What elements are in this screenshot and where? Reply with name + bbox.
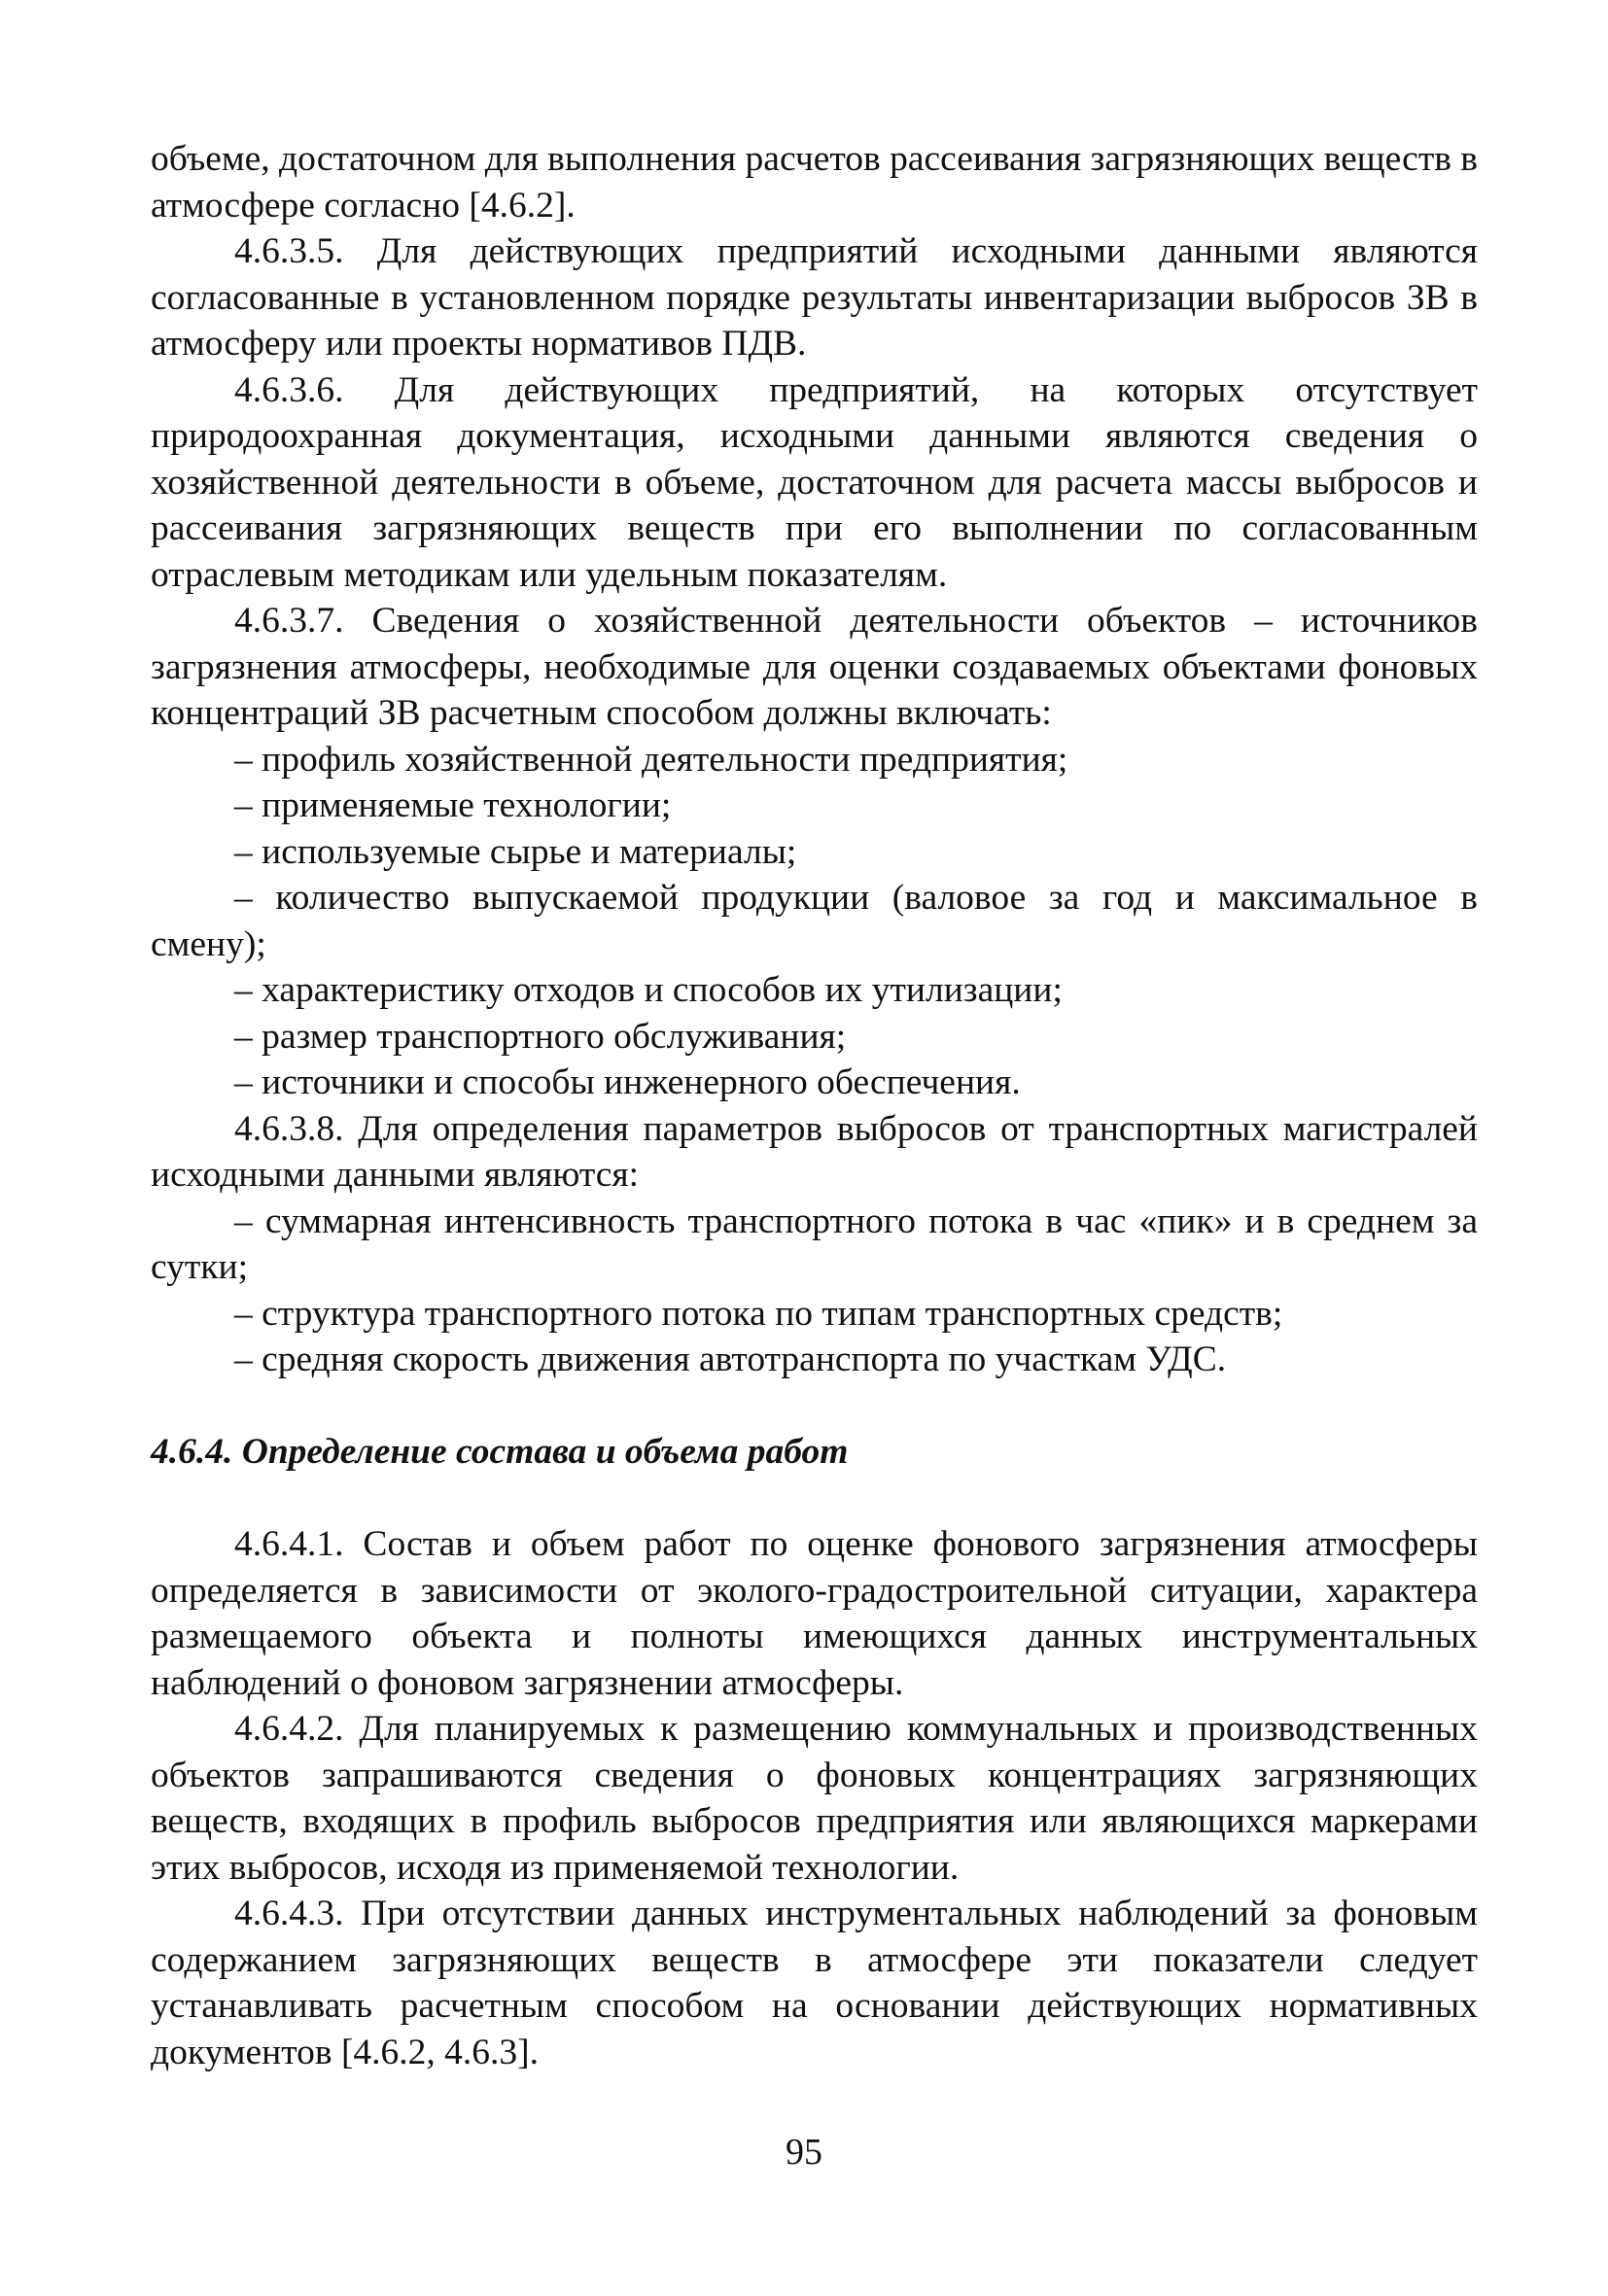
list-item: – используемые сырье и материалы;: [234, 831, 797, 872]
paragraph-4-6-3-6: 4.6.3.6. Для действующих предприятий, на которых отсутствует природоохранная документация, исходными данными являются сведения о хозяйственной деятельности в объеме, достаточном для расчета массы выбросов и рассеивания загрязняющих веществ при его выполнении по согласованным отраслевым методикам или удельным показателям.: [151, 369, 1478, 595]
list-item: – количество выпускаемой продукции (валовое за год и максимальное в смену);: [151, 878, 1478, 964]
activity-list: [151, 737, 1478, 1106]
list-item: – размер транспортного обслуживания;: [234, 1016, 847, 1057]
list-item: – суммарная интенсивность транспортного потока в час «пик» и в среднем за сутки;: [151, 1200, 1478, 1287]
section-heading: 4.6.4. Определение состава и объема работ: [151, 1432, 849, 1472]
page-number: 95: [786, 2132, 822, 2173]
paragraph-continuation: объеме, достаточном для выполнения расчетов рассеивания загрязняющих веществ в атмосфере согласно [4.6.2].: [151, 139, 1478, 226]
paragraph-4-6-3-8: 4.6.3.8. Для определения параметров выбросов от транспортных магистралей исходными данными являются:: [151, 1108, 1478, 1195]
list-item: – применяемые технологии;: [234, 785, 672, 825]
list-item: – средняя скорость движения автотранспорта по участкам УДС.: [234, 1339, 1227, 1379]
paragraph-4-6-4-1: 4.6.4.1. Состав и объем работ по оценке фонового загрязнения атмосферы определяется в зависимости от эколого-градостроительной ситуации, характера размещаемого объекта и полноты имеющихся данных инструментальных наблюдений о фоновом загрязнении атмосферы.: [151, 1524, 1478, 1703]
spacer: [151, 1383, 1478, 1430]
list-item: – структура транспортного потока по типам транспортных средств;: [234, 1293, 1283, 1334]
list-item: – источники и способы инженерного обеспечения.: [234, 1062, 1021, 1102]
list-item: – характеристику отходов и способов их утилизации;: [234, 970, 1063, 1010]
paragraph-4-6-4-2: 4.6.4.2. Для планируемых к размещению коммунальных и производственных объектов запрашиваются сведения о фоновых концентрациях загрязняющих веществ, входящих в профиль выбросов предприятия или являющихся маркерами этих выбросов, исходя из применяемой технологии.: [151, 1709, 1478, 1888]
paragraph-4-6-3-7: 4.6.3.7. Сведения о хозяйственной деятельности объектов – источников загрязнения атмосферы, необходимые для оценки создаваемых объектами фоновых концентраций ЗВ расчетным способом должны включать:: [151, 601, 1478, 733]
transport-list: [151, 1199, 1478, 1383]
paragraph-4-6-3-5: 4.6.3.5. Для действующих предприятий исходными данными являются согласованные в установленном порядке результаты инвентаризации выбросов ЗВ в атмосферу или проекты нормативов ПДВ.: [151, 231, 1478, 364]
page-body: [151, 136, 1478, 2075]
spacer: [151, 1476, 1478, 1522]
list-item: – профиль хозяйственной деятельности предприятия;: [234, 739, 1068, 780]
paragraph-4-6-4-3: 4.6.4.3. При отсутствии данных инструментальных наблюдений за фоновым содержанием загрязняющих веществ в атмосфере эти показатели следует устанавливать расчетным способом на основании действующих нормативных документов [4.6.2, 4.6.3].: [151, 1894, 1478, 2072]
